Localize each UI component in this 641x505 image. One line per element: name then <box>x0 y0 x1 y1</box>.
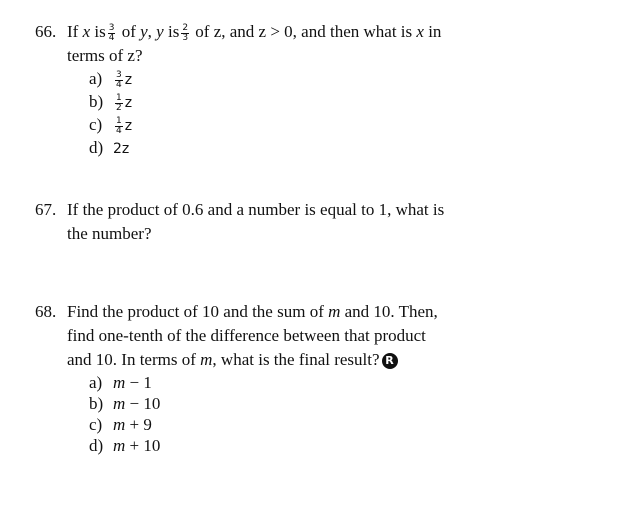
question-number: 68. <box>35 302 57 321</box>
question-68-stem-line-2: find one-tenth of the difference between that product <box>67 326 426 345</box>
choice-d[interactable]: d) 2z <box>89 138 130 157</box>
fraction: $\frac{2}{3}$ <box>182 22 189 43</box>
answer-choices <box>89 372 625 456</box>
fraction: $\frac{1}{4}$ <box>116 115 122 136</box>
choice-c[interactable]: c) m + 9 <box>89 415 152 434</box>
choice-b[interactable]: b) m − 10 <box>89 394 161 413</box>
choice-d[interactable]: d) m + 10 <box>89 436 161 455</box>
answer-choices <box>89 68 625 160</box>
question-66 <box>35 20 625 160</box>
question-66-stem-line-1: 66. If x is $\frac{3}{4}$ of y, y is $\frac{2}{3}$ of z, and z > 0, and then what is x in <box>35 22 442 43</box>
r-badge-icon: R <box>382 353 398 369</box>
question-68-stem-line-1: 68. Find the product of 10 and the sum of m and 10. Then, <box>35 300 625 324</box>
fraction: $\frac{1}{2}$ <box>116 92 122 113</box>
choice-a[interactable]: a) m − 1 <box>89 373 152 392</box>
question-68 <box>35 300 625 456</box>
fraction: $\frac{3}{4}$ <box>108 22 115 43</box>
choice-c[interactable]: c) $\frac{1}{4}$ z <box>89 115 133 136</box>
fraction: $\frac{3}{4}$ <box>116 69 122 90</box>
question-68-stem-line-3: and 10. In terms of m, what is the final result? R <box>35 348 625 372</box>
question-number: 66. <box>35 22 57 41</box>
question-67-stem-line-2: the number? <box>67 224 152 243</box>
question-66-stem-line-2: terms of z? <box>67 46 143 65</box>
choice-b[interactable]: b) $\frac{1}{2}$ z <box>89 92 133 113</box>
question-67-stem-line-1: 67. If the product of 0.6 and a number is equal to 1, what is <box>35 198 625 222</box>
question-number: 67. <box>35 200 57 219</box>
question-67 <box>35 198 625 246</box>
choice-a[interactable]: a) $\frac{3}{4}$ z <box>89 69 133 90</box>
